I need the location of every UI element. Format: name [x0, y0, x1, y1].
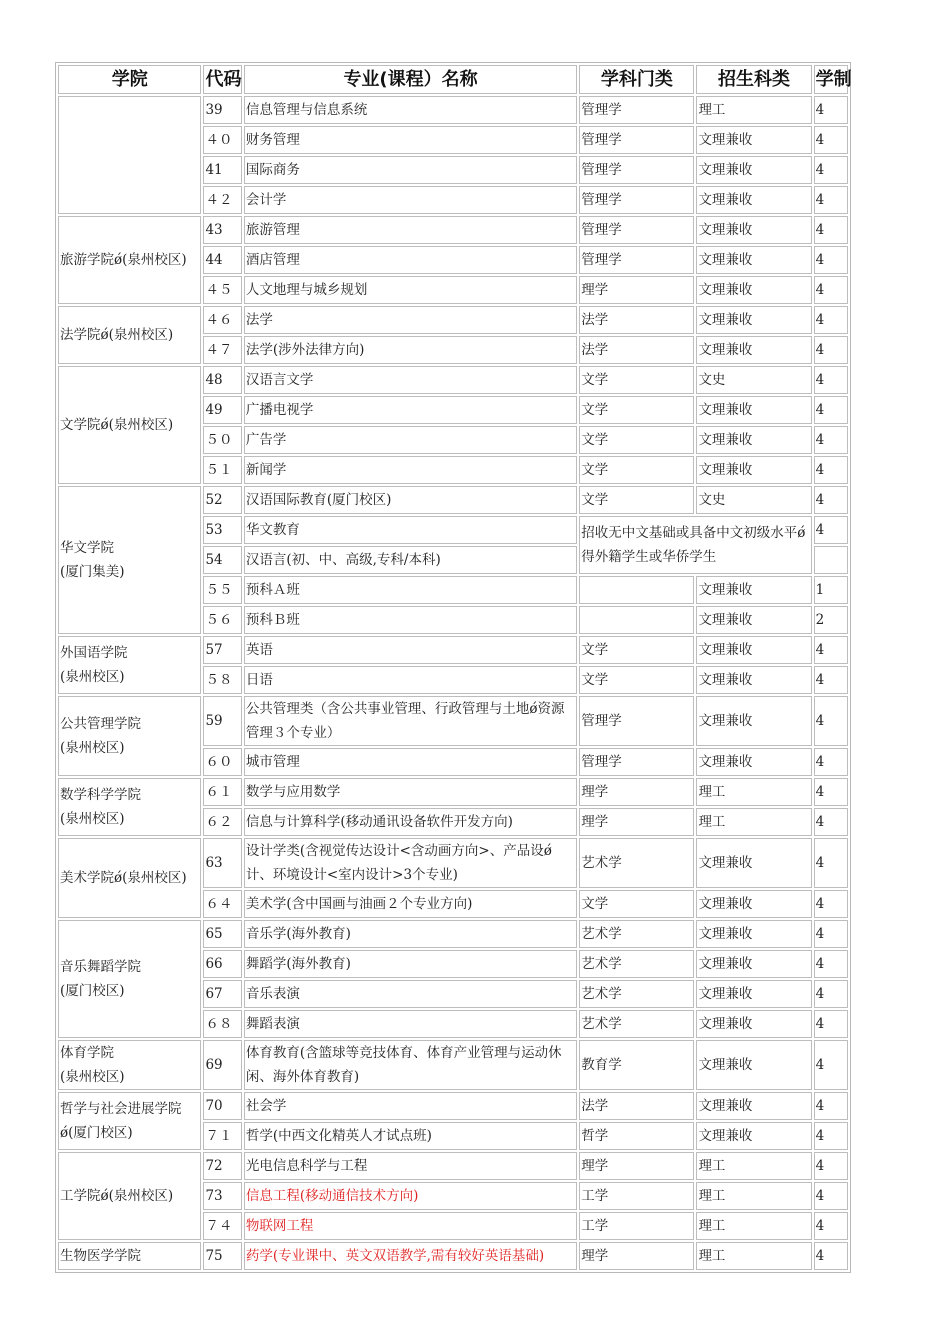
discipline-cell: 艺术学: [579, 920, 694, 948]
years-cell: [814, 546, 848, 574]
subject-cell: 文理兼收: [696, 950, 811, 978]
code-cell: 67: [203, 980, 241, 1008]
code-cell: 43: [203, 216, 241, 244]
major-cell: 汉语国际教育(厦门校区): [244, 486, 577, 514]
major-cell: 体育教育(含篮球等竞技体育、体育产业管理与运动休闲、海外体育教育): [244, 1040, 577, 1090]
years-cell: 4: [814, 890, 848, 918]
table-body: [58, 96, 848, 1270]
years-cell: 4: [814, 486, 848, 514]
college-cell: 公共管理学院 (泉州校区): [58, 696, 201, 776]
major-cell: 法学: [244, 306, 577, 334]
subject-cell: 文理兼收: [696, 1010, 811, 1038]
code-cell: ５１: [203, 456, 241, 484]
discipline-cell: 管理学: [579, 216, 694, 244]
code-cell: ６４: [203, 890, 241, 918]
subject-cell: 文理兼收: [696, 216, 811, 244]
major-cell: 旅游管理: [244, 216, 577, 244]
header-row: [58, 65, 848, 94]
major-cell: 药学(专业课中、英文双语教学,需有较好英语基础): [244, 1242, 577, 1270]
discipline-cell: 艺术学: [579, 980, 694, 1008]
code-cell: ５８: [203, 666, 241, 694]
code-cell: ５０: [203, 426, 241, 454]
discipline-cell: 文学: [579, 426, 694, 454]
subject-cell: 文理兼收: [696, 336, 811, 364]
code-cell: ７４: [203, 1212, 241, 1240]
discipline-cell: 理学: [579, 1242, 694, 1270]
discipline-cell: 艺术学: [579, 1010, 694, 1038]
major-cell: 英语: [244, 636, 577, 664]
years-cell: 4: [814, 456, 848, 484]
major-cell: 信息工程(移动通信技术方向): [244, 1182, 577, 1210]
subject-cell: 理工: [696, 96, 811, 124]
discipline-cell: 艺术学: [579, 950, 694, 978]
subject-cell: 文史: [696, 486, 811, 514]
discipline-cell: 文学: [579, 636, 694, 664]
major-cell: 信息管理与信息系统: [244, 96, 577, 124]
college-cell: 华文学院 (厦门集美): [58, 486, 201, 634]
years-cell: 4: [814, 748, 848, 776]
code-cell: 75: [203, 1242, 241, 1270]
subject-cell: 文理兼收: [696, 666, 811, 694]
years-cell: 4: [814, 426, 848, 454]
discipline-cell: 理学: [579, 1152, 694, 1180]
college-cell: 生物医学学院: [58, 1242, 201, 1270]
discipline-cell: 理学: [579, 808, 694, 836]
subject-cell: 文理兼收: [696, 156, 811, 184]
discipline-cell: 工学: [579, 1182, 694, 1210]
header-subject: 招生科类: [696, 65, 811, 94]
major-cell: 广播电视学: [244, 396, 577, 424]
major-cell: 舞蹈学(海外教育): [244, 950, 577, 978]
code-cell: ７１: [203, 1122, 241, 1150]
subject-cell: 文理兼收: [696, 920, 811, 948]
merged-note-cell: 招收无中文基础或具备中文初级水平ǿ得外籍学生或华侨学生: [579, 516, 811, 574]
subject-cell: 文理兼收: [696, 980, 811, 1008]
code-cell: 72: [203, 1152, 241, 1180]
subject-cell: 文理兼收: [696, 246, 811, 274]
years-cell: 2: [814, 606, 848, 634]
table-row: [58, 306, 848, 334]
subject-cell: 理工: [696, 778, 811, 806]
table-row: [58, 216, 848, 244]
code-cell: 39: [203, 96, 241, 124]
years-cell: 4: [814, 1152, 848, 1180]
major-cell: 音乐学(海外教育): [244, 920, 577, 948]
code-cell: 52: [203, 486, 241, 514]
discipline-cell: 文学: [579, 890, 694, 918]
major-cell: 人文地理与城乡规划: [244, 276, 577, 304]
code-cell: 41: [203, 156, 241, 184]
major-cell: 信息与计算科学(移动通讯设备软件开发方向): [244, 808, 577, 836]
subject-cell: 文理兼收: [696, 456, 811, 484]
college-cell: 数学科学学院 (泉州校区): [58, 778, 201, 836]
years-cell: 4: [814, 1010, 848, 1038]
code-cell: ６２: [203, 808, 241, 836]
subject-cell: 文理兼收: [696, 426, 811, 454]
subject-cell: 文理兼收: [696, 186, 811, 214]
header-years: 学制: [814, 65, 848, 94]
major-cell: 预科Ｂ班: [244, 606, 577, 634]
years-cell: 4: [814, 1092, 848, 1120]
table-row: [58, 1040, 848, 1090]
years-cell: 4: [814, 276, 848, 304]
discipline-cell: 管理学: [579, 186, 694, 214]
majors-table-container: [55, 62, 851, 1273]
college-cell: 体育学院 (泉州校区): [58, 1040, 201, 1090]
code-cell: 49: [203, 396, 241, 424]
table-row: [58, 1242, 848, 1270]
major-cell: 会计学: [244, 186, 577, 214]
code-cell: ４６: [203, 306, 241, 334]
subject-cell: 理工: [696, 1182, 811, 1210]
major-cell: 酒店管理: [244, 246, 577, 274]
subject-cell: 理工: [696, 1152, 811, 1180]
college-cell: 哲学与社会进展学院ǿ(厦门校区): [58, 1092, 201, 1150]
subject-cell: 文理兼收: [696, 838, 811, 888]
years-cell: 4: [814, 96, 848, 124]
discipline-cell: 管理学: [579, 696, 694, 746]
code-cell: ６１: [203, 778, 241, 806]
years-cell: 4: [814, 156, 848, 184]
discipline-cell: 文学: [579, 366, 694, 394]
major-cell: 新闻学: [244, 456, 577, 484]
discipline-cell: 教育学: [579, 1040, 694, 1090]
discipline-cell: 文学: [579, 666, 694, 694]
subject-cell: 理工: [696, 1212, 811, 1240]
code-cell: ４２: [203, 186, 241, 214]
code-cell: 54: [203, 546, 241, 574]
header-major: 专业(课程）名称: [244, 65, 577, 94]
code-cell: 48: [203, 366, 241, 394]
major-cell: 光电信息科学与工程: [244, 1152, 577, 1180]
discipline-cell: [579, 576, 694, 604]
code-cell: ５６: [203, 606, 241, 634]
code-cell: ６０: [203, 748, 241, 776]
table-row: [58, 696, 848, 746]
table-row: [58, 636, 848, 664]
major-cell: 城市管理: [244, 748, 577, 776]
years-cell: 4: [814, 920, 848, 948]
subject-cell: 理工: [696, 1242, 811, 1270]
major-cell: 美术学(含中国画与油画２个专业方向): [244, 890, 577, 918]
college-cell: [58, 96, 201, 214]
discipline-cell: 管理学: [579, 246, 694, 274]
discipline-cell: 理学: [579, 778, 694, 806]
subject-cell: 文理兼收: [696, 696, 811, 746]
years-cell: 4: [814, 1242, 848, 1270]
table-row: [58, 1152, 848, 1180]
discipline-cell: 法学: [579, 336, 694, 364]
code-cell: ４７: [203, 336, 241, 364]
code-cell: 73: [203, 1182, 241, 1210]
code-cell: 70: [203, 1092, 241, 1120]
major-cell: 日语: [244, 666, 577, 694]
major-cell: 广告学: [244, 426, 577, 454]
major-cell: 华文教育: [244, 516, 577, 544]
major-cell: 社会学: [244, 1092, 577, 1120]
subject-cell: 文理兼收: [696, 748, 811, 776]
years-cell: 4: [814, 186, 848, 214]
college-cell: 美术学院ǿ(泉州校区): [58, 838, 201, 918]
discipline-cell: 管理学: [579, 156, 694, 184]
years-cell: 1: [814, 576, 848, 604]
code-cell: 63: [203, 838, 241, 888]
major-cell: 汉语言(初、中、高级,专科/本科): [244, 546, 577, 574]
discipline-cell: 理学: [579, 276, 694, 304]
code-cell: 59: [203, 696, 241, 746]
major-cell: 汉语言文学: [244, 366, 577, 394]
years-cell: 4: [814, 778, 848, 806]
subject-cell: 文史: [696, 366, 811, 394]
subject-cell: 文理兼收: [696, 890, 811, 918]
table-row: [58, 96, 848, 124]
years-cell: 4: [814, 1122, 848, 1150]
discipline-cell: 文学: [579, 456, 694, 484]
years-cell: 4: [814, 126, 848, 154]
major-cell: 预科Ａ班: [244, 576, 577, 604]
years-cell: 4: [814, 666, 848, 694]
subject-cell: 文理兼收: [696, 276, 811, 304]
years-cell: 4: [814, 808, 848, 836]
code-cell: 53: [203, 516, 241, 544]
code-cell: ４０: [203, 126, 241, 154]
major-cell: 音乐表演: [244, 980, 577, 1008]
major-cell: 舞蹈表演: [244, 1010, 577, 1038]
subject-cell: 文理兼收: [696, 1040, 811, 1090]
college-cell: 旅游学院ǿ(泉州校区): [58, 216, 201, 304]
subject-cell: 文理兼收: [696, 1092, 811, 1120]
major-cell: 物联网工程: [244, 1212, 577, 1240]
discipline-cell: 艺术学: [579, 838, 694, 888]
years-cell: 4: [814, 246, 848, 274]
years-cell: 4: [814, 306, 848, 334]
years-cell: 4: [814, 696, 848, 746]
subject-cell: 文理兼收: [696, 396, 811, 424]
table-row: [58, 486, 848, 514]
code-cell: 65: [203, 920, 241, 948]
discipline-cell: 管理学: [579, 96, 694, 124]
college-cell: 外国语学院 (泉州校区): [58, 636, 201, 694]
code-cell: ６８: [203, 1010, 241, 1038]
table-row: [58, 838, 848, 888]
subject-cell: 文理兼收: [696, 636, 811, 664]
college-cell: 法学院ǿ(泉州校区): [58, 306, 201, 364]
years-cell: 4: [814, 838, 848, 888]
years-cell: 4: [814, 516, 848, 544]
discipline-cell: 管理学: [579, 126, 694, 154]
years-cell: 4: [814, 1040, 848, 1090]
code-cell: 69: [203, 1040, 241, 1090]
college-cell: 工学院ǿ(泉州校区): [58, 1152, 201, 1240]
years-cell: 4: [814, 336, 848, 364]
subject-cell: 文理兼收: [696, 1122, 811, 1150]
major-cell: 国际商务: [244, 156, 577, 184]
major-cell: 设计学类(含视觉传达设计<含动画方向>、产品设ǿ计、环境设计<室内设计>3个专业): [244, 838, 577, 888]
code-cell: ５５: [203, 576, 241, 604]
majors-table: [55, 62, 851, 1273]
major-cell: 数学与应用数学: [244, 778, 577, 806]
code-cell: 66: [203, 950, 241, 978]
subject-cell: 理工: [696, 808, 811, 836]
subject-cell: 文理兼收: [696, 606, 811, 634]
subject-cell: 文理兼收: [696, 306, 811, 334]
years-cell: 4: [814, 366, 848, 394]
major-cell: 哲学(中西文化精英人才试点班): [244, 1122, 577, 1150]
discipline-cell: 工学: [579, 1212, 694, 1240]
years-cell: 4: [814, 396, 848, 424]
years-cell: 4: [814, 216, 848, 244]
header-code: 代码: [203, 65, 241, 94]
discipline-cell: 管理学: [579, 748, 694, 776]
college-cell: 文学院ǿ(泉州校区): [58, 366, 201, 484]
college-cell: 音乐舞蹈学院 (厦门校区): [58, 920, 201, 1038]
discipline-cell: 文学: [579, 396, 694, 424]
discipline-cell: 法学: [579, 1092, 694, 1120]
years-cell: 4: [814, 980, 848, 1008]
years-cell: 4: [814, 1212, 848, 1240]
table-row: [58, 1092, 848, 1120]
discipline-cell: [579, 606, 694, 634]
code-cell: 57: [203, 636, 241, 664]
years-cell: 4: [814, 1182, 848, 1210]
discipline-cell: 文学: [579, 486, 694, 514]
table-row: [58, 366, 848, 394]
subject-cell: 文理兼收: [696, 576, 811, 604]
discipline-cell: 法学: [579, 306, 694, 334]
table-row: [58, 920, 848, 948]
header-discipline: 学科门类: [579, 65, 694, 94]
subject-cell: 文理兼收: [696, 126, 811, 154]
years-cell: 4: [814, 636, 848, 664]
major-cell: 财务管理: [244, 126, 577, 154]
code-cell: ４５: [203, 276, 241, 304]
years-cell: 4: [814, 950, 848, 978]
major-cell: 公共管理类（含公共事业管理、行政管理与土地ǿ资源管理３个专业）: [244, 696, 577, 746]
header-college: 学院: [58, 65, 201, 94]
major-cell: 法学(涉外法律方向): [244, 336, 577, 364]
code-cell: 44: [203, 246, 241, 274]
table-row: [58, 778, 848, 806]
discipline-cell: 哲学: [579, 1122, 694, 1150]
